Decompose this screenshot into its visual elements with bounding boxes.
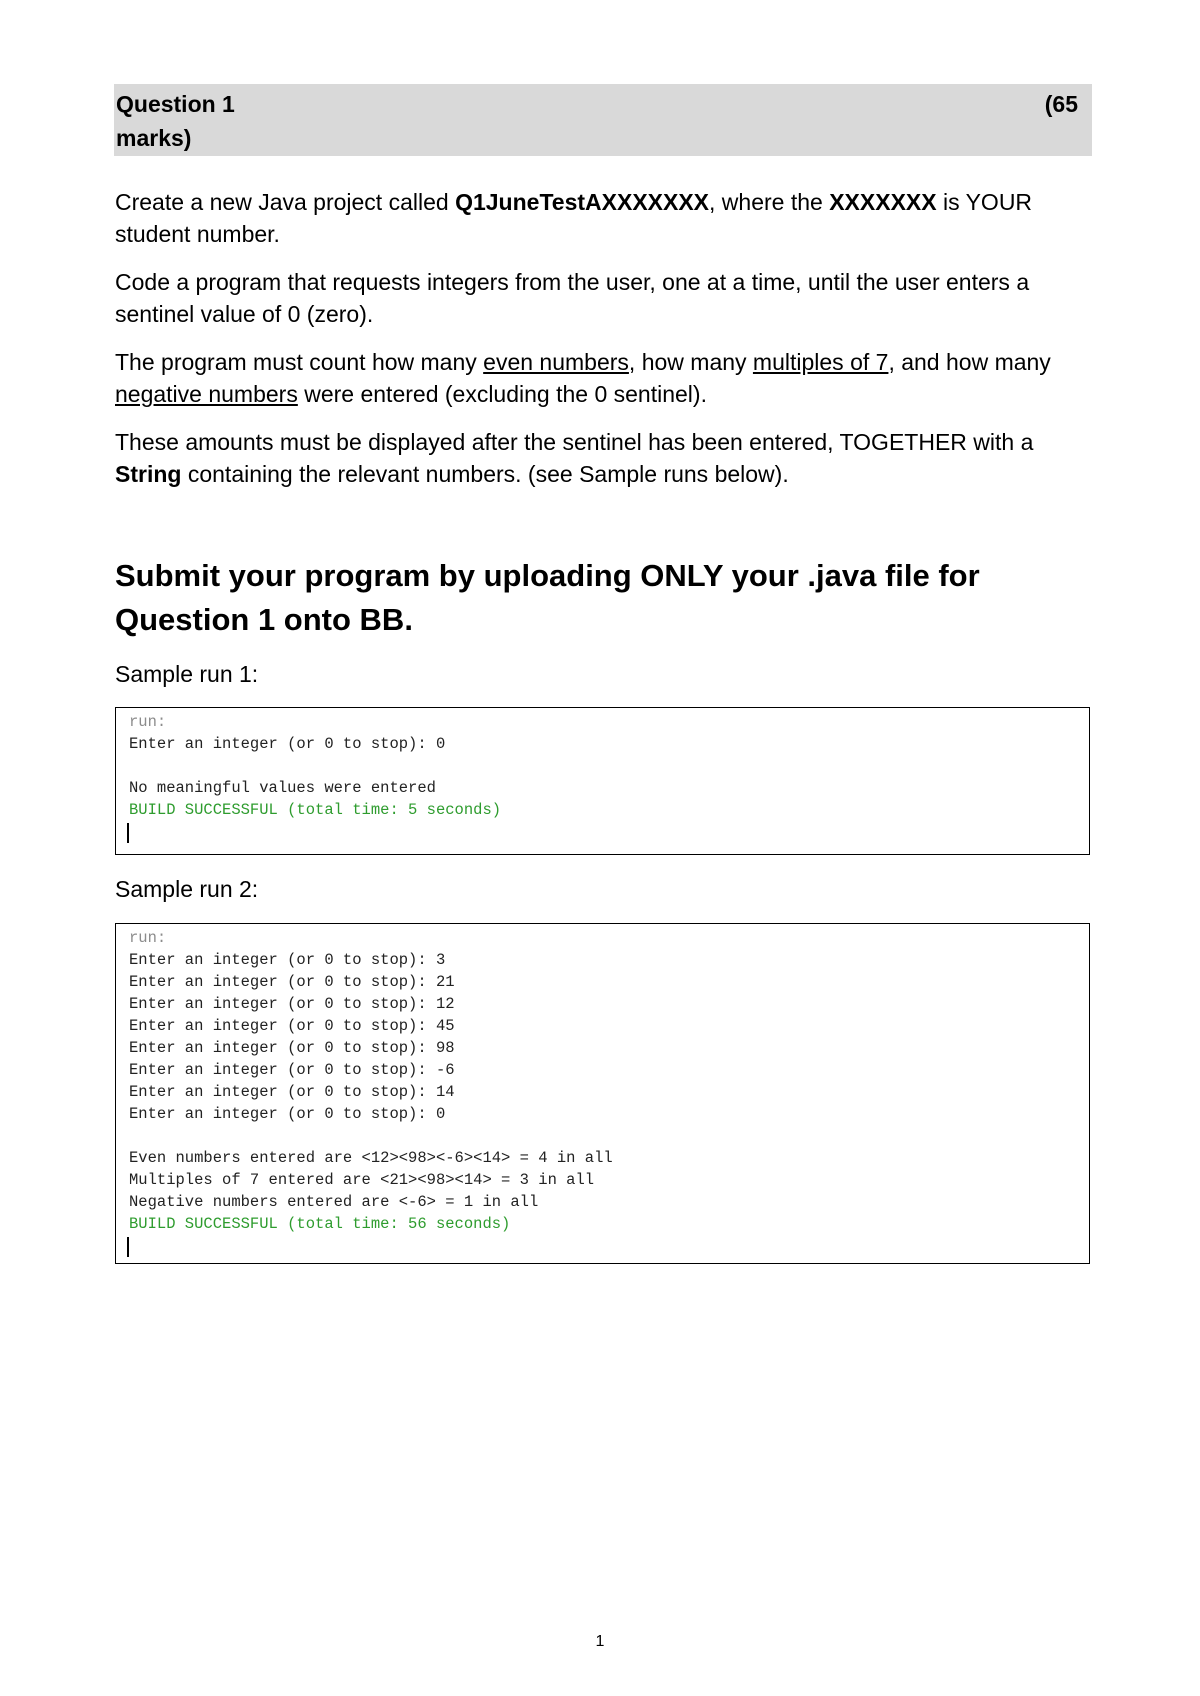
p3-text-3: , and how many [888,349,1051,375]
p1-text-2: , where the [709,189,830,215]
project-name: Q1JuneTestAXXXXXXX [455,189,710,215]
console-line: Enter an integer (or 0 to stop): 45 [129,1017,455,1035]
student-number-placeholder: XXXXXXX [829,189,937,215]
instruction-output [115,426,1100,490]
console-line: Enter an integer (or 0 to stop): 21 [129,973,455,991]
text-cursor [127,823,129,843]
console-line: Multiples of 7 entered are <21><98><14> = 3 in all [129,1171,595,1189]
question-marks-close: marks) [116,125,192,151]
instruction-project-name [115,186,1100,250]
console-line: Even numbers entered are <12><98><-6><14> = 4 in all [129,1149,613,1167]
console-line: Enter an integer (or 0 to stop): 0 [129,1105,446,1123]
p1-text-3: is YOUR student number. [115,189,1033,247]
question-marks-open: (65 [1044,91,1078,117]
negative-numbers-term: negative numbers [115,381,298,407]
question-title: Question 1 [116,91,235,117]
multiples-term: multiples of 7 [752,349,889,375]
console-line: No meaningful values were entered [129,779,436,797]
even-numbers-term: even numbers [483,349,629,375]
question-header [114,84,1092,156]
console-line: run: [129,713,167,731]
p4-text-2: containing the relevant numbers. (see Sample runs below). [181,461,789,487]
sample-run-1-console [115,707,1090,855]
console-line: Enter an integer (or 0 to stop): 3 [129,951,446,969]
p3-text-4: were entered (excluding the 0 sentinel). [297,381,707,407]
string-term: String [115,461,182,487]
console-line: BUILD SUCCESSFUL (total time: 5 seconds) [129,801,502,819]
submit-instruction-heading: Submit your program by uploading ONLY your .java file for Question 1 onto BB. [115,558,980,637]
console-line: Enter an integer (or 0 to stop): -6 [129,1061,455,1079]
console-line: Enter an integer (or 0 to stop): 12 [129,995,455,1013]
console-line: run: [129,929,167,947]
instruction-counting [115,346,1100,410]
p3-text-1: The program must count how many [115,349,484,375]
p3-text-2: , how many [628,349,753,375]
sample-run-2-label: Sample run 2: [115,876,259,902]
console-line: Enter an integer (or 0 to stop): 98 [129,1039,455,1057]
console-line: Enter an integer (or 0 to stop): 14 [129,1083,455,1101]
console-line: Negative numbers entered are <-6> = 1 in all [129,1193,539,1211]
p4-text-1: These amounts must be displayed after the sentinel has been entered, TOGETHER with a [115,429,1034,455]
sample-run-2-console [115,923,1090,1264]
console-line: Enter an integer (or 0 to stop): 0 [129,735,446,753]
page-number: 1 [595,1633,605,1650]
console-line: BUILD SUCCESSFUL (total time: 56 seconds) [129,1215,511,1233]
instruction-program-input: Code a program that requests integers from the user, one at a time, until the user enters a sentinel value of 0 (zero). [115,269,1030,327]
sample-run-1-label: Sample run 1: [115,661,259,687]
p1-text-1: Create a new Java project called [115,189,456,215]
text-cursor [127,1237,129,1257]
